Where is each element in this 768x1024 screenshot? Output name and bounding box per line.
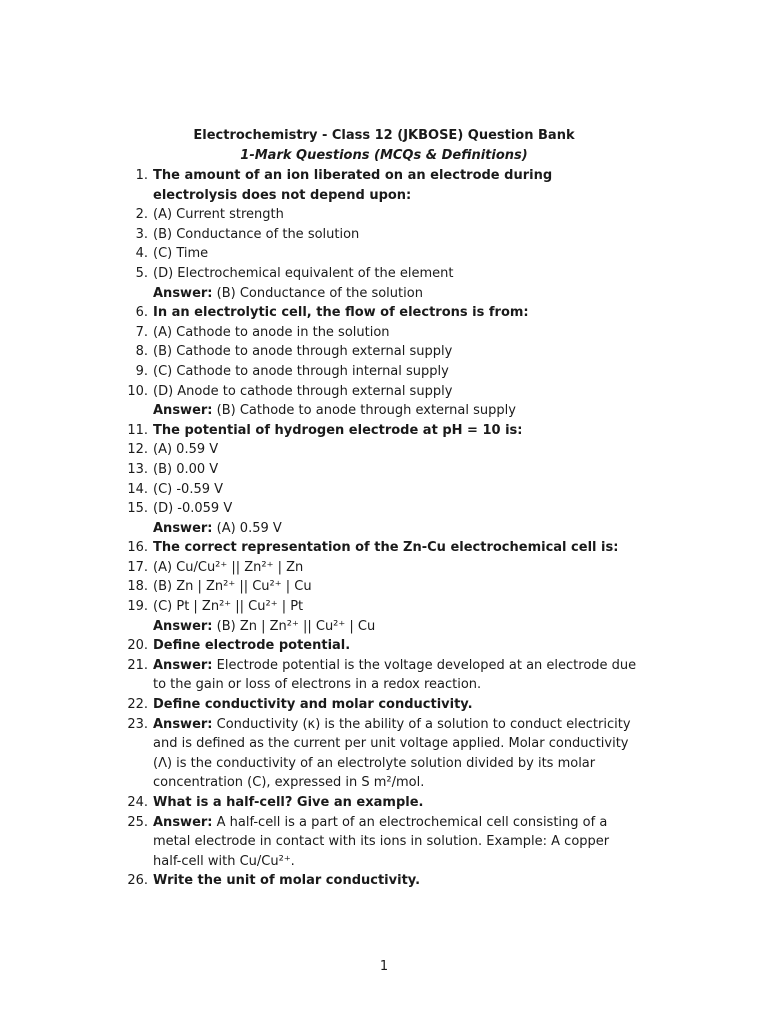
list-item	[118, 303, 638, 323]
item-number: 26.	[127, 873, 148, 889]
list-item	[118, 577, 638, 597]
item-text: (C) -0.59 V	[153, 481, 224, 497]
item-text-container	[153, 166, 638, 205]
item-number: 24.	[127, 795, 148, 810]
item-number: 10.	[127, 383, 148, 399]
item-text-container	[153, 362, 638, 382]
list-item	[118, 342, 638, 362]
answer-label: Answer:	[153, 403, 213, 419]
list-item	[118, 793, 638, 813]
item-number	[118, 284, 148, 304]
item-text: (D) -0.059 V	[153, 501, 233, 517]
list-item	[118, 636, 638, 656]
item-number: 18.	[127, 579, 148, 595]
document-subtitle: 1-Mark Questions (MCQs & Definitions)	[240, 148, 528, 163]
list-item	[118, 538, 638, 558]
item-text: (A) Cathode to anode in the solution	[153, 324, 390, 340]
item-number: 16.	[127, 540, 148, 556]
item-text-container	[153, 695, 638, 715]
list-item	[118, 440, 638, 460]
item-text-container	[153, 480, 638, 500]
question-text: In an electrolytic cell, the flow of electrons is from:	[153, 305, 529, 321]
question-text: Define electrode potential.	[153, 638, 351, 654]
question-text: Write the unit of molar conductivity.	[153, 873, 421, 889]
question-text: The correct representation of the Zn-Cu electrochemical cell is:	[153, 540, 619, 556]
item-text-container	[153, 440, 638, 460]
item-text: Conductivity (κ) is the ability of a solution to conduct electricity and is defined as the current per unit voltage applied. Molar conductivity (Λ) is the conductivity of an electrolyte solution divided by its molar concentration (C), expressed in S m²/mol.	[153, 716, 631, 791]
item-number: 11.	[127, 422, 148, 438]
list-item	[118, 225, 638, 245]
item-text-container	[153, 284, 638, 304]
question-text: The amount of an ion liberated on an electrode during electrolysis does not depend upon:	[153, 168, 553, 203]
item-text-container	[153, 323, 638, 343]
item-number	[118, 617, 148, 637]
item-text-container	[153, 264, 638, 284]
list-item	[118, 244, 638, 264]
item-text-container	[153, 538, 638, 558]
item-text-container	[153, 421, 638, 441]
item-number: 15.	[127, 501, 148, 517]
item-number: 20.	[127, 638, 148, 654]
list-item	[118, 460, 638, 480]
item-number: 9.	[135, 363, 148, 379]
list-item	[118, 166, 638, 205]
item-number: 5.	[135, 265, 148, 281]
item-text-container	[153, 342, 638, 362]
item-number: 8.	[135, 344, 148, 360]
item-number: 4.	[135, 246, 148, 262]
question-text: Define conductivity and molar conductivity.	[153, 697, 473, 713]
item-text: (B) Zn | Zn²⁺ || Cu²⁺ | Cu	[216, 618, 376, 634]
list-item	[118, 323, 638, 343]
item-text: A half-cell is a part of an electrochemical cell consisting of a metal electrode in contact with its ions in solution. Example: A copper half-cell with Cu/Cu²⁺.	[153, 814, 610, 869]
item-number: 25.	[127, 814, 148, 830]
item-text: (B) Conductance of the solution	[153, 226, 360, 242]
item-number: 13.	[127, 461, 148, 477]
item-text-container	[153, 871, 638, 891]
list-item	[118, 695, 638, 715]
answer-item	[118, 617, 638, 637]
item-text-container	[153, 244, 638, 264]
answer-label: Answer:	[153, 520, 213, 536]
item-text: (D) Electrochemical equivalent of the element	[153, 265, 454, 281]
item-text: (A) 0.59 V	[216, 520, 282, 536]
item-text: (B) Cathode to anode through external supply	[153, 344, 453, 360]
item-text: (D) Anode to cathode through external supply	[153, 383, 453, 399]
item-text-container	[153, 813, 638, 872]
list-item	[118, 871, 638, 891]
item-number: 7.	[135, 324, 148, 340]
item-text: (C) Time	[153, 246, 209, 262]
answer-label: Answer:	[153, 618, 213, 634]
item-text: (B) Cathode to anode through external supply	[216, 403, 516, 419]
item-number: 21.	[127, 657, 148, 673]
answer-item	[118, 519, 638, 539]
page-number: 1	[379, 959, 389, 974]
item-number: 22.	[127, 697, 148, 713]
item-number: 6.	[135, 305, 148, 321]
answer-label: Answer:	[153, 814, 213, 830]
item-text-container	[153, 499, 638, 519]
item-number: 3.	[135, 226, 148, 242]
answer-item	[118, 656, 638, 695]
item-number: 12.	[127, 442, 148, 458]
item-number: 2.	[135, 207, 148, 223]
item-text-container	[153, 656, 638, 695]
item-text: (A) Cu/Cu²⁺ || Zn²⁺ | Zn	[153, 559, 304, 575]
answer-label: Answer:	[153, 716, 213, 732]
question-list	[118, 166, 638, 891]
answer-label: Answer:	[153, 657, 213, 673]
item-text: Electrode potential is the voltage developed at an electrode due to the gain or loss of electrons in a redox reaction.	[153, 657, 637, 693]
item-text-container	[153, 519, 638, 539]
answer-label: Answer:	[153, 285, 213, 301]
item-text-container	[153, 460, 638, 480]
item-text-container	[153, 558, 638, 578]
question-text: What is a half-cell? Give an example.	[153, 795, 424, 810]
item-text-container	[153, 303, 638, 323]
item-text-container	[153, 382, 638, 402]
list-item	[118, 205, 638, 225]
item-text-container	[153, 597, 638, 617]
item-text: (C) Pt | Zn²⁺ || Cu²⁺ | Pt	[153, 599, 304, 615]
item-text: (B) Conductance of the solution	[216, 285, 423, 301]
item-text-container	[153, 205, 638, 225]
item-text: (C) Cathode to anode through internal supply	[153, 363, 449, 379]
item-text-container	[153, 401, 638, 421]
list-item	[118, 499, 638, 519]
answer-item	[118, 715, 638, 793]
item-number: 23.	[127, 716, 148, 732]
answer-item	[118, 813, 638, 872]
item-text: (A) 0.59 V	[153, 442, 219, 458]
item-number: 14.	[127, 481, 148, 497]
list-item	[118, 597, 638, 617]
item-number: 1.	[135, 168, 148, 183]
question-text: The potential of hydrogen electrode at pH = 10 is:	[153, 422, 523, 438]
item-text-container	[153, 617, 638, 637]
list-item	[118, 264, 638, 284]
item-text-container	[153, 577, 638, 597]
item-text: (A) Current strength	[153, 207, 284, 223]
item-number: 19.	[127, 599, 148, 615]
answer-item	[118, 284, 638, 304]
item-number	[118, 401, 148, 421]
item-text-container	[153, 715, 638, 793]
list-item	[118, 421, 638, 441]
item-number	[118, 519, 148, 539]
item-number: 17.	[127, 559, 148, 575]
answer-item	[118, 401, 638, 421]
list-item	[118, 382, 638, 402]
list-item	[118, 480, 638, 500]
item-text-container	[153, 793, 638, 813]
item-text: (B) 0.00 V	[153, 461, 219, 477]
list-item	[118, 558, 638, 578]
item-text: (B) Zn | Zn²⁺ || Cu²⁺ | Cu	[153, 579, 312, 595]
list-item	[118, 362, 638, 382]
item-text-container	[153, 225, 638, 245]
item-text-container	[153, 636, 638, 656]
document-title: Electrochemistry - Class 12 (JKBOSE) Question Bank	[193, 128, 575, 143]
